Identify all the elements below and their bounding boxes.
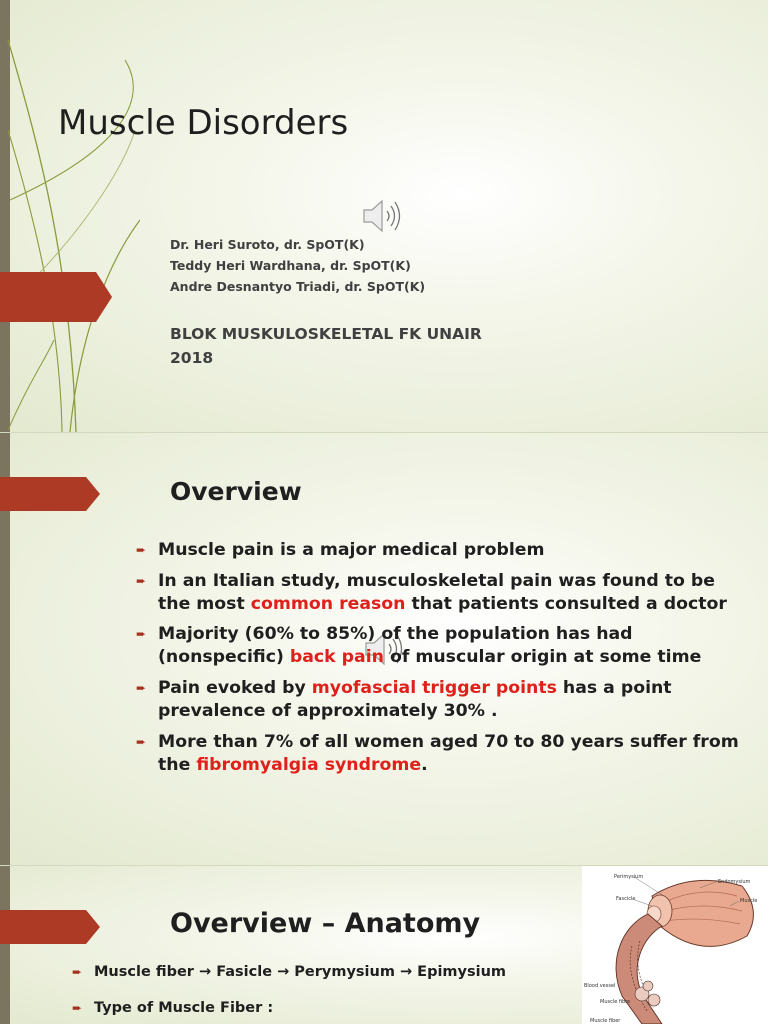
bullet-arrow-icon: ➨: [136, 627, 147, 642]
list-item: ➨ Muscle fiber → Fasicle → Perymysium → Epimysium: [72, 964, 507, 980]
slide-title-text: Overview: [170, 477, 302, 506]
label-fascicle: Fascicle: [616, 896, 636, 902]
author-list: [170, 234, 425, 297]
institution-block: [170, 322, 482, 370]
list-item: ➨ Pain evoked by myofascial trigger points has a point prevalence of approximately 30% .: [136, 678, 672, 722]
author-3: Andre Desnantyo Triadi, dr. SpOT(K): [170, 279, 426, 294]
bullet-arrow-icon: ➨: [136, 543, 147, 557]
speaker-icon[interactable]: [360, 196, 408, 236]
author-1: Dr. Heri Suroto, dr. SpOT(K): [170, 237, 365, 252]
highlight-text: myofascial trigger points: [311, 678, 557, 699]
decorative-swooshes: [0, 0, 140, 432]
arrow-tab: [0, 477, 100, 511]
list-item: ➨ Majority (60% to 85%) of the population has had (nonspecific) back pain of muscular origin at some time: [136, 624, 702, 668]
slide-overview: [0, 433, 768, 865]
highlight-text: common reason: [250, 593, 406, 614]
year: 2018: [170, 349, 214, 367]
arrow-tab: [0, 910, 100, 944]
slide-anatomy: [0, 866, 768, 1024]
institution: BLOK MUSKULOSKELETAL FK UNAIR: [170, 325, 482, 343]
slide-title-text: Muscle Disorders: [58, 103, 349, 143]
bullet-arrow-icon: ➨: [136, 573, 147, 588]
label-perimysium: Perimysium: [614, 874, 644, 880]
author-2: Teddy Heri Wardhana, dr. SpOT(K): [170, 258, 411, 273]
list-item: ➨ Type of Muscle Fiber :: [72, 1000, 274, 1016]
bullet-arrow-icon: ➨: [136, 681, 147, 696]
bullet-arrow-icon: ➨: [72, 1001, 83, 1015]
left-bar: [0, 866, 10, 1024]
list-item: ➨ Muscle pain is a major medical problem: [136, 540, 545, 560]
slide-title-text: Overview – Anatomy: [170, 908, 481, 939]
muscle-anatomy-figure: [582, 866, 768, 1024]
label-muscle: Muscle: [740, 898, 758, 904]
label-endomysium: Endomysium: [718, 879, 751, 885]
overview-bullets: [136, 539, 746, 784]
list-item: ➨ In an Italian study, musculoskeletal pain was found to be the most common reason that patients consulted a doctor: [136, 570, 727, 614]
bullet-arrow-icon: ➨: [136, 734, 147, 749]
left-bar: [0, 0, 10, 432]
list-item: ➨ More than 7% of all women aged 70 to 80 years suffer from the fibromyalgia syndrome.: [136, 731, 739, 775]
label-muscle-fibre: Muscle fibre: [600, 999, 631, 1005]
bullet-arrow-icon: ➨: [72, 965, 83, 979]
slide-title: [0, 0, 768, 432]
arrow-tab: [0, 272, 112, 322]
label-muscle-fiber: Muscle fiber: [590, 1018, 621, 1024]
highlight-text: back pain: [289, 647, 384, 668]
label-blood-vessel: Blood vessel: [584, 983, 616, 989]
highlight-text: fibromyalgia syndrome: [196, 754, 422, 775]
